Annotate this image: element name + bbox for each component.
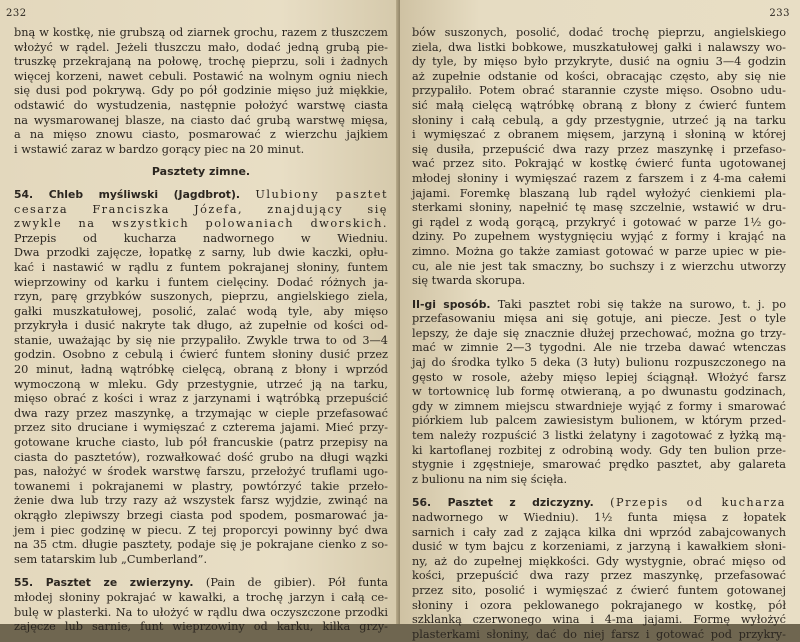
text-line: sterkami słoniny, napełnić tę masę szczelnie, wstawić w dru- [412,201,786,215]
text-block [14,26,388,157]
text-line: włożyć w rądel. Jeżeli tłuszczu mało, dodać jedną grubą pie- [14,40,388,54]
text-line: ziela, dwa listki bobkowe, muszkatułowej gałki i nalawszy wo- [412,40,786,54]
recipe-title-line [14,576,388,591]
text-line: nadwornego w Wiedniu). 1½ funta mięsa z łopatek [412,511,786,524]
text-line: odstawić do wystudzenia, następnie położyć warstwę ciasta [14,98,388,112]
text-line: rzyn, parę grzybków suszonych, pieprzu, angielskiego ziela, [14,290,388,304]
text-line: przypaliło. Potem obrać starannie czyste mięso. Osobno udu- [412,84,786,98]
recipe-title: 54. Chleb myśliwski (Jagdbrot). [14,187,240,201]
text-line: gi rądel z wodą gorącą, przykryć i gotować w parze 1½ go- [412,215,786,229]
page-number-left: 232 [6,8,27,19]
text-line: szklanką czerwonego wina i 4-ma jajami. Formę wyłożyć [412,613,786,627]
text-line: się twarda skorupa. [412,274,526,288]
method-body [412,312,786,487]
text-line: słoniny i całą cebulą, a gdy przestygnie, utrzeć ją na tarku [412,113,786,127]
text-line: słoniny i ozora peklowanego pokrajanego w kostkę, pół [412,598,786,612]
text-line: piórkiem lub palcem zawiesistym bulionem, w którym przed- [412,414,786,428]
text-block [412,26,786,289]
text-line: gdy w zimnem miejscu stwardnieje wyjąć z formy i smarować [412,399,786,413]
text-line: kości, przepuścić dwa razy przez maszynkę, przefasować [412,569,786,583]
text-line: kać i nastawić w rądlu z funtem pokrajanej słoniny, funtem [14,260,388,274]
text-line: ciasta do pasztetów), rozwałkować dość grubo na długi wązki [14,450,388,464]
text-line: przykryła i dusić nakryte tak długo, aż zupełnie od kości od- [14,319,388,333]
text-line: sić małą cielęcą wątróbkę obraną z błony z ćwierć funtem [412,98,786,112]
text-line: przez sito, posolić i wymięszać z ćwierć funtem gotowanej [412,583,786,597]
text-line: 20 minut, ładną wątróbkę cielęcą, obraną z błony i wprzód [14,363,388,377]
text-line: mać w zimnie 2—3 tygodni. Ale nie trzeba dawać wtenczas [412,341,786,355]
text-line: mięso obrać z kości i wraz z jarzynami i wątróbką przepuścić [14,392,388,406]
text-line: ny, aż do zupełnej miękkości. Gdy wystygnie, obrać mięso od [412,554,786,568]
text-line: jem i piec godzinę w piecu. Z tej proporcyi powinny być dwa [14,523,388,537]
recipe-body [14,203,388,568]
text-line: okrągło zlepiwszy brzegi ciasta pod spodem, posmarować ja- [14,509,388,522]
text-line: aż zupełnie odstanie od kości, obracając często, aby się nie [412,69,786,83]
text-line: lepszy, że daje się znacznie dłużej przechować, można go trzy- [412,326,786,340]
recipe-intro: Ulubiony pasztet [255,187,389,201]
text-line: dwa razy przez maszynkę, a trzymając w cieple przefasować [14,406,388,420]
method-intro: Taki pasztet robi się także na surowo, t. j. po [497,297,787,311]
text-line: bną w kostkę, nie grubszą od ziarnek grochu, razem z tłuszczem [14,26,388,39]
text-line: w tortownicę lub formę otwieraną, a po dwunastu godzinach, [412,385,786,399]
text-line: na wysmarowanej blasze, na ciasto dać grubą warstwę mięsa, [14,113,388,127]
recipe-intro: (Pain de gibier). Pół funta [205,576,388,590]
text-line: sem tatarskim lub „Cumberland”. [14,552,208,566]
text-line: i wstawić zaraz w bardzo gorący piec na 20 minut. [14,142,305,156]
text-line: się dusiła, przepuścić dwa razy przez maszynkę i przefaso- [412,142,786,156]
text-line: truszkę przekrajaną na połowę, trochę pieprzu, soli i żadnych [14,55,388,69]
text-line: wieprzowiny od karku i funtem cielęciny. Dodać różnych ja- [14,275,388,289]
text-line: gałki muszkatułowej, posolić, zalać wodą tyle, aby mięso [14,304,388,318]
text-line: dziny. Po zupełnem wystygnięciu wyjąć z formy i krająć na [412,230,786,244]
text-line: wymoczoną w mleku. Gdy przestygnie, utrzeć ją na tarku, [14,377,388,391]
text-line: młodej słoniny pokrajać w kawałki, a trochę jarzyn i całą ce- [14,590,388,604]
text-line: gotowane kruche ciasto, lub pół francuskie (patrz przepisy na [14,436,388,450]
recipe-body [412,511,786,642]
text-line: zajęcze lub sarnie, funt wieprzowiny od karku, kilka grzy- [14,620,388,634]
text-line: bów suszonych, posolić, dodać trochę pieprzu, angielskiego [412,26,786,39]
text-line: gęsto w rosole, ażeby mięso lepiej ściągnął. Włożyć farsz [412,370,786,384]
text-line: się dusi pod pokrywą. Gdy po pół godzinie mięso już miękkie, [14,84,388,98]
text-line: młodej słoniny i wymięszać razem z farszem i z 4-ma całemi [412,171,786,185]
text-line: sarnich i cały zad z zająca kilka dni wprzód zabajcowanych [412,525,786,539]
text-line: zimno. Można go także zamiast gotować w parze upiec w pie- [412,244,786,258]
method-title-line [412,298,786,313]
text-line: a na mięso znowu ciasto, posmarować z wierzchu jajkiem [14,128,388,142]
text-line: towanemi i pokrajanemi w plastry, powtórzyć takie przeło- [14,479,388,493]
text-line: na 35 ctm. długie pasztety, podaje się je pokrajane cienko z so- [14,538,388,552]
text-line: cu, ale nie jest tak smaczny, bo suchszy i z wierzchu utworzy [412,259,786,273]
section-heading: Pasztety zimne. [151,165,251,179]
text-line: z bulionu na nim się ścięła. [412,472,568,486]
text-line: Przepis od kucharza nadwornego w Wiedniu. [14,231,388,245]
text-line: przefasowaniu mięsa ani się gotuje, ani piecze. Jest o tyle [412,312,786,326]
text-line: stanie, uważając by się nie przypaliło. Zwykle trwa to od 3—4 [14,333,388,347]
text-line: Dwa przodki zajęcze, łopatkę z sarny, lub dwie kaczki, opłu- [14,246,388,260]
text-line: przez sito druciane i wymięszać z czterema jajami. Mieć przy- [14,421,388,435]
text-line: bulę w plasterki. Na to ułożyć w rądlu dwa oczyszczone przodki [14,605,388,619]
recipe-title-line [14,188,388,203]
text-line: godzin. Osobno z cebulą i ćwierć funtem słoniny dusić przez [14,348,388,362]
page-number-right: 233 [769,8,790,19]
text-line: jajami. Foremkę blaszaną lub rądel wyłożyć cienkiemi pla- [412,186,786,200]
text-line: dy tyle, by mięso było przykryte, dusić na ogniu 3—4 godzin [412,55,786,69]
text-line: żenie dwa lub trzy razy aż wszystek farsz wyjdzie, zwinąć na [14,494,388,508]
text-line: jaj do środka tylko 5 deka (3 łuty) bulionu rozpuszczonego na [412,356,786,370]
text-line: i wymięszać z obranem mięsem, jarzyną i słoniną w której [412,128,786,142]
text-line: pas, nałożyć w środek warstwę farszu, przełożyć truflami ugo- [14,465,388,479]
text-line: cesarza Franciszka Józefa, znajdujący się [14,202,388,216]
text-line: więcej korzeni, nawet cebuli. Postawić na wolnym ogniu niech [14,69,388,83]
text-line: stygnie i zgęstnieje, smarować prędko pasztet, aby galareta [412,458,786,472]
text-line: wać przez sito. Pokrająć w kostkę ćwierć funta ugotowanej [412,157,786,171]
right-page [400,0,800,641]
text-line: zwykle na wszystkich polowaniach dworskich. [14,217,388,231]
left-page [0,0,400,634]
recipe-title: 56. Pasztet z dziczyzny. [412,496,594,510]
recipe-intro: (Przepis od kucharza [610,496,787,510]
recipe-title-line [412,496,786,511]
text-line: dusić w tym bajcu z korzeniami, z jarzyną i kawałkiem słoni- [412,540,786,554]
text-line: tem należy rozpuścić 3 listki żelatyny i zagotować z łyżką mą- [412,429,786,443]
text-line: ki kartoflanej rozbitej z odrobiną wody. Gdy ten bulion prze- [412,443,786,457]
method-title: II-gi sposób. [412,297,491,311]
recipe-title: 55. Pasztet ze zwierzyny. [14,576,194,590]
text-line: plasterkami słoniny, dać do niej farsz i gotować pod przykry- [412,627,786,641]
recipe-body [14,591,388,635]
